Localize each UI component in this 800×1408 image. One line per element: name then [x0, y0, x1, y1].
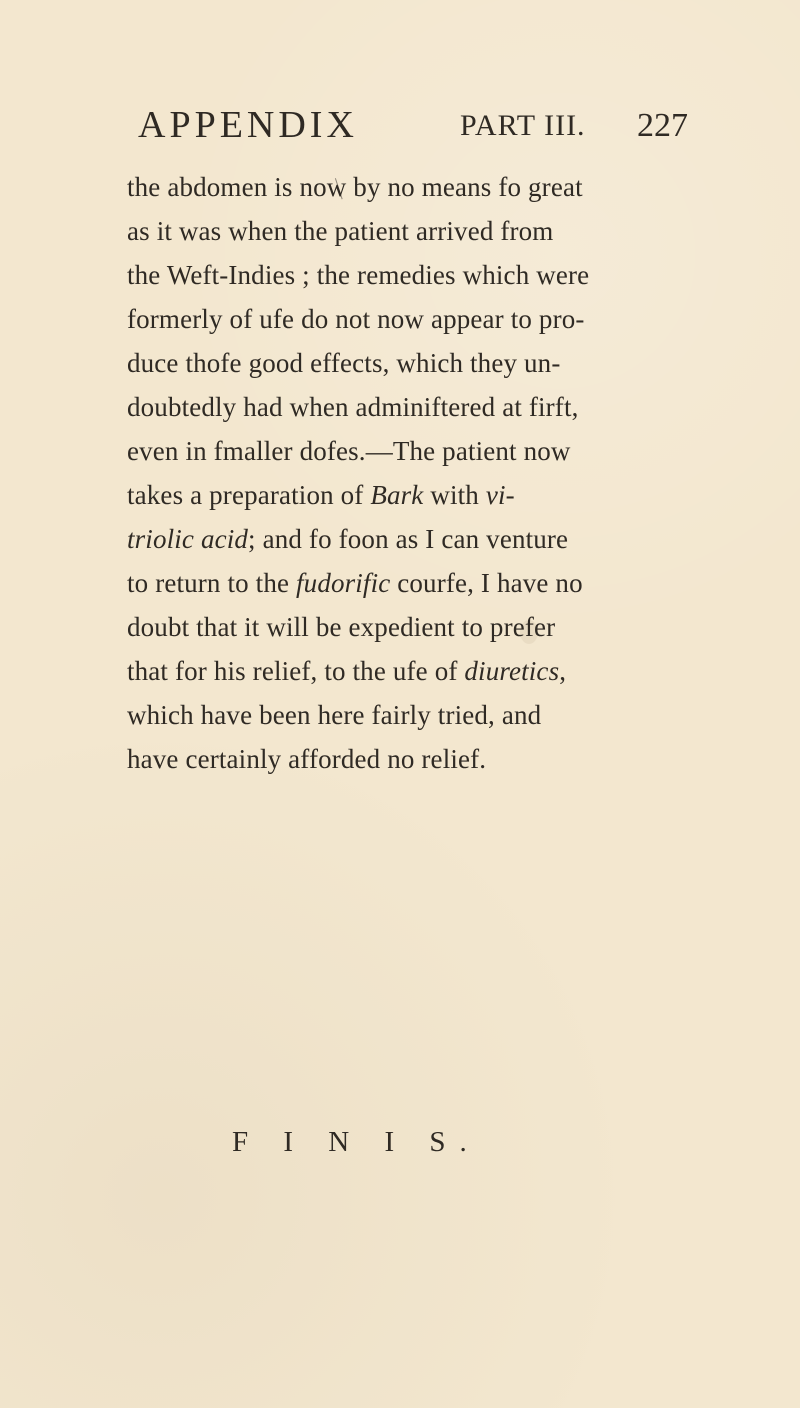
italic-vi: vi-	[485, 480, 515, 510]
text-line-12	[127, 651, 697, 695]
part-label: PART III.	[460, 109, 586, 142]
text-segment-9b: ; and fo foon as I can venture	[248, 524, 569, 554]
text-segment-8b: with	[423, 480, 486, 510]
text-line-2: as it was when the patient arrived from	[127, 216, 554, 246]
text-segment-8a: takes a preparation of	[127, 480, 371, 510]
body-text	[127, 167, 697, 783]
page-number: 227	[637, 107, 688, 144]
text-line-3: the Weft-Indies ; the remedies which were	[127, 260, 590, 290]
italic-triolic-acid: triolic acid	[127, 524, 249, 554]
text-line-14: have certainly afforded no relief.	[127, 744, 487, 774]
text-line-6: doubtedly had when adminiftered at firft,	[127, 392, 579, 422]
text-line-10	[127, 563, 697, 607]
text-line-9	[127, 519, 697, 563]
text-line-13: which have been here fairly tried, and	[127, 700, 542, 730]
text-line-7: even in fmaller dofes.—The patient now	[127, 436, 571, 466]
italic-bark: Bark	[370, 480, 424, 510]
text-segment-10a: to return to the	[127, 568, 297, 598]
finis-text: F I N I S.	[232, 1126, 481, 1158]
page-header	[138, 105, 698, 153]
text-line-4: formerly of ufe do not now appear to pro-	[127, 304, 585, 334]
text-line-1: the abdomen is now by no means fo great	[127, 172, 583, 202]
text-segment-10b: courfe, I have no	[390, 568, 583, 598]
page-title: APPENDIX	[138, 104, 358, 146]
text-line-11: doubt that it will be expedient to prefer	[127, 612, 556, 642]
italic-diuretics: diuretics	[464, 656, 560, 686]
text-segment-12a: that for his relief, to the ufe of	[127, 656, 465, 686]
italic-fudorific: fudorific	[296, 568, 391, 598]
text-line-5: duce thofe good effects, which they un-	[127, 348, 561, 378]
text-segment-12b: ,	[559, 656, 567, 686]
text-line-8	[127, 475, 697, 519]
